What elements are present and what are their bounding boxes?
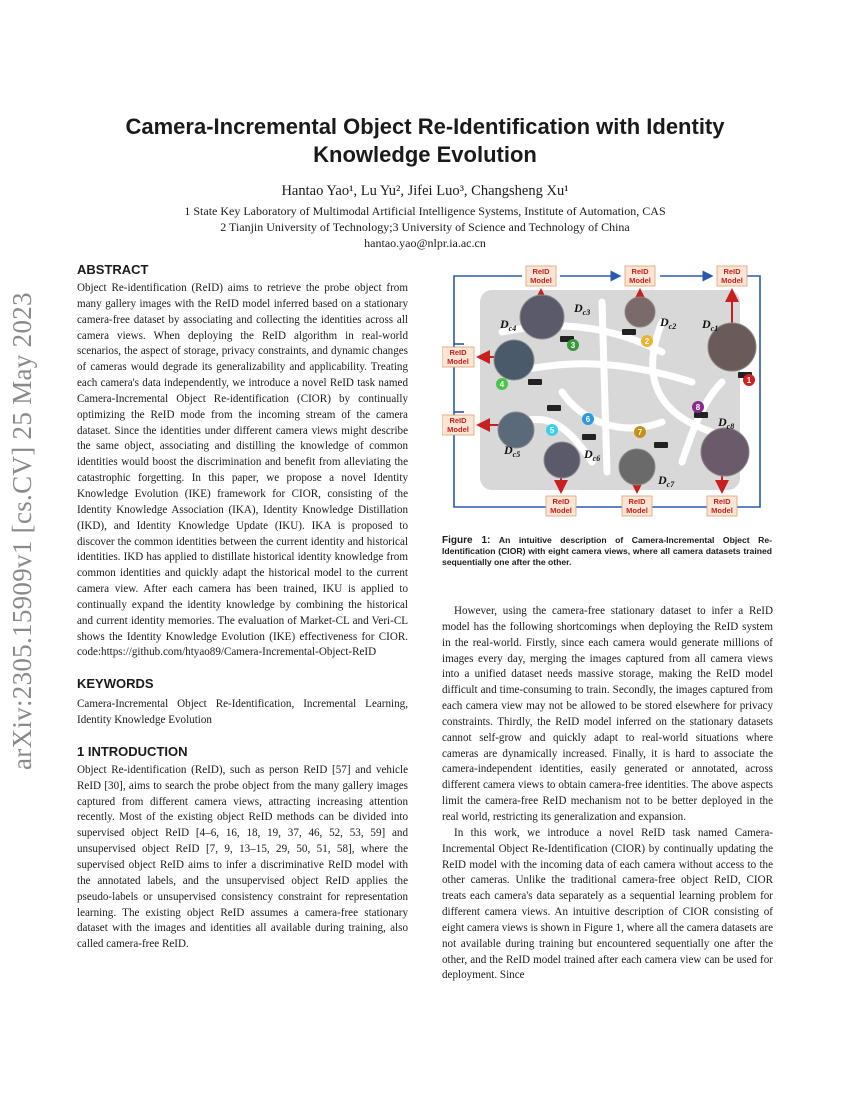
cluster-c2: [625, 297, 655, 327]
authors: Hantao Yao¹, Lu Yu², Jifei Luo³, Changsheng Xu¹: [281, 183, 569, 199]
introduction-text: Object Re-identification (ReID), such as person ReID [57] and vehicle ReID [30], aims to search the probe object from the many gallery images captured from different camera views, attracting increasing attention recently. Most of the existing object ReID methods can be divided into supervised object ReID [4–6, 16, 18, 19, 37, 46, 52, 53, 59] and unsupervised object ReID [7, 9, 13–15, 29, 50, 51, 58], where the supervised object ReID aims to infer a discriminative ReID model with the annotated labels, and the unsupervised object ReID applies the pseudo-labels or unsupervised consistency constraint for representation learning. The existing object ReID assumes a camera-free stationary dataset with the images and identities all available during training, also called camera-free ReID.: [77, 763, 408, 951]
reid-box-bottom-1-line1: ReID: [552, 497, 570, 506]
reid-box-left-1-line2: Model: [447, 357, 469, 366]
dataset-label-c4: $D_{c4}$: [500, 317, 517, 333]
reid-box-bottom-3-line2: Model: [711, 506, 733, 515]
reid-box-top-1-line2: Model: [530, 276, 552, 285]
badge-3: 3: [570, 341, 576, 350]
reid-box-bottom-3-line1: ReID: [713, 497, 731, 506]
reid-box-top-3-line1: ReID: [723, 267, 741, 276]
title-line-1: Camera-Incremental Object Re-Identification with Identity: [125, 114, 725, 139]
camera-icon-4: [528, 379, 542, 385]
dataset-label-c5: $D_{c5}$: [504, 443, 521, 459]
dataset-label-c8: $D_{c8}$: [718, 415, 735, 431]
reid-box-left-1: [442, 347, 474, 367]
badge-1: 1: [746, 376, 752, 385]
reid-box-bottom-1: [546, 496, 576, 516]
caption-text: An intuitive description of Camera-Incremental Object Re-Identification (CIOR) with eight camera views, where all camera datasets trained sequentially one after the other.: [442, 535, 772, 567]
introduction-heading: 1 INTRODUCTION: [77, 743, 188, 759]
reid-box-top-3-line2: Model: [721, 276, 743, 285]
body-paragraph-2: In this work, we introduce a novel ReID task named Camera-Incremental Object Re-Identification (CIOR) by continually updating the ReID model with the incoming data of each camera without access to the other cameras. Unlike the traditional camera-free object ReID, CIOR treats each camera's data separately as a sequential learning problem for different camera views. An intuitive description of CIOR consisting of eight camera views is shown in Figure 1, where all the camera datasets are not available during training but encountered sequentially one after the other, and the ReID model trained after each camera view can be used for deployment. Since: [442, 826, 773, 982]
reid-box-top-2: [625, 266, 655, 286]
badge-2: 2: [644, 337, 650, 346]
reid-box-top-2-line2: Model: [629, 276, 651, 285]
caption-label: Figure 1:: [442, 535, 491, 546]
camera-icon-2: [622, 329, 636, 335]
badge-5: 5: [549, 426, 555, 435]
cior-diagram: [442, 262, 772, 524]
affiliation-1: 1 State Key Laboratory of Multimodal Artificial Intelligence Systems, Institute of Automation, CAS: [184, 204, 666, 218]
cluster-c4: [494, 340, 534, 380]
left-column: [77, 262, 408, 953]
cluster-c8: [701, 428, 749, 476]
reid-box-bottom-3: [707, 496, 737, 516]
keywords-text: Camera-Incremental Object Re-Identification, Incremental Learning, Identity Knowledge Evolution: [77, 698, 408, 727]
keywords-heading: KEYWORDS: [77, 676, 154, 692]
camera-icon-8: [694, 412, 708, 418]
badge-7: 7: [637, 428, 643, 437]
dataset-label-c6: $D_{c6}$: [584, 447, 601, 463]
badge-8: 8: [695, 403, 701, 412]
reid-box-bottom-2-line1: ReID: [628, 497, 646, 506]
badge-6: 6: [585, 415, 591, 424]
dataset-label-c3: $D_{c3}$: [574, 301, 591, 317]
reid-box-left-2-line2: Model: [447, 425, 469, 434]
reid-box-bottom-2: [622, 496, 652, 516]
reid-box-bottom-1-line2: Model: [550, 506, 572, 515]
abstract-text: Object Re-identification (ReID) aims to retrieve the probe object from many gallery images with the ReID model inferred based on a stationary camera-free dataset by associating and collecting the identities across all camera views. When deploying the ReID algorithm in real-world scenarios, the aspect of storage, privacy constraints, and dynamic changes of cameras would degrade its generalizability and applicability. Treating each camera's data independently, we introduce a novel ReID task named Camera-Incremental Object Re-identification (CIOR) by continually optimizing the ReID mode from the incoming stream of the camera dataset. Since the identities under different camera views might describe the same object, associating and distilling the knowledge of common identities would boost the discrimination and benefit from alleviating the catastrophic forgetting. In this paper, we propose a novel Identity Knowledge Evolution (IKE) framework for CIOR, consisting of the Identity Knowledge Association (IKA), Identity Knowledge Distillation (IKD), and Identity Knowledge Update (IKU). IKA is proposed to discover the common identities between the current identity and historical identities. IKD has applied to distillate historical identity knowledge from common identities and quickly adapt the historical model to the current camera view. After each camera has been trained, IKU is applied to continually expand the identity knowledge by combining the historical and current identity memories. The evaluation of Market-CL and Veri-CL shows the Identity Knowledge Evolution (IKE) effectiveness for CIOR. code:https://github.com/htyao89/Camera-Incremental-Object-ReID: [77, 282, 408, 659]
cluster-c6: [544, 442, 580, 478]
reid-box-top-1-line1: ReID: [532, 267, 550, 276]
reid-box-left-1-line1: ReID: [449, 348, 467, 357]
camera-icon-6: [582, 434, 596, 440]
right-column: [442, 604, 773, 984]
reid-box-top-1: [526, 266, 556, 286]
affiliation-2: 2 Tianjin University of Technology;3 University of Science and Technology of China: [220, 220, 630, 234]
arxiv-stamp: arXiv:2305.15909v1 [cs.CV] 25 May 2023: [7, 292, 37, 770]
reid-box-left-2-line1: ReID: [449, 416, 467, 425]
badge-4: 4: [499, 380, 505, 389]
dataset-label-c1: $D_{c1}$: [702, 317, 719, 333]
paper-title: [80, 113, 770, 169]
title-line-2: Knowledge Evolution: [313, 142, 537, 167]
reid-box-bottom-2-line2: Model: [626, 506, 648, 515]
figure-1: [442, 262, 772, 524]
reid-box-top-3: [717, 266, 747, 286]
cluster-c3: [520, 295, 564, 339]
camera-icon-7: [654, 442, 668, 448]
cluster-c7: [619, 449, 655, 485]
dataset-label-c2: $D_{c2}$: [660, 315, 677, 331]
body-paragraph-1: However, using the camera-free stationary dataset to infer a ReID model has the following shortcomings when deploying the ReID system in the real-world. Firstly, since each camera would generate millions of images every day, merging the images captured from all camera views into a unified dataset needs massive storage, making the ReID model difficult and time-consuming to train. Secondly, the images captured from each camera view may not be allowed to be stored elsewhere for privacy constraints. Thirdly, the ReID model inferred on the stationary datasets cannot self-grow and quickly adapt to real-world situations where cameras are dynamically increased. Finally, it is hard to associate the camera-independent identities, easily generated or annotated, across different camera views to obtain camera-free identities. The above aspects limit the camera-free ReID mechanism not to be better deployed in the real world, restricting its generalization and expansion.: [442, 605, 773, 823]
reid-box-left-2: [442, 415, 474, 435]
affiliations: [80, 203, 770, 251]
dataset-label-c7: $D_{c7}$: [658, 473, 675, 489]
figure-caption: [442, 535, 772, 568]
reid-box-top-2-line1: ReID: [631, 267, 649, 276]
abstract-heading: ABSTRACT: [77, 262, 149, 277]
camera-icon-5: [547, 405, 561, 411]
contact-email: hantao.yao@nlpr.ia.ac.cn: [364, 236, 486, 250]
